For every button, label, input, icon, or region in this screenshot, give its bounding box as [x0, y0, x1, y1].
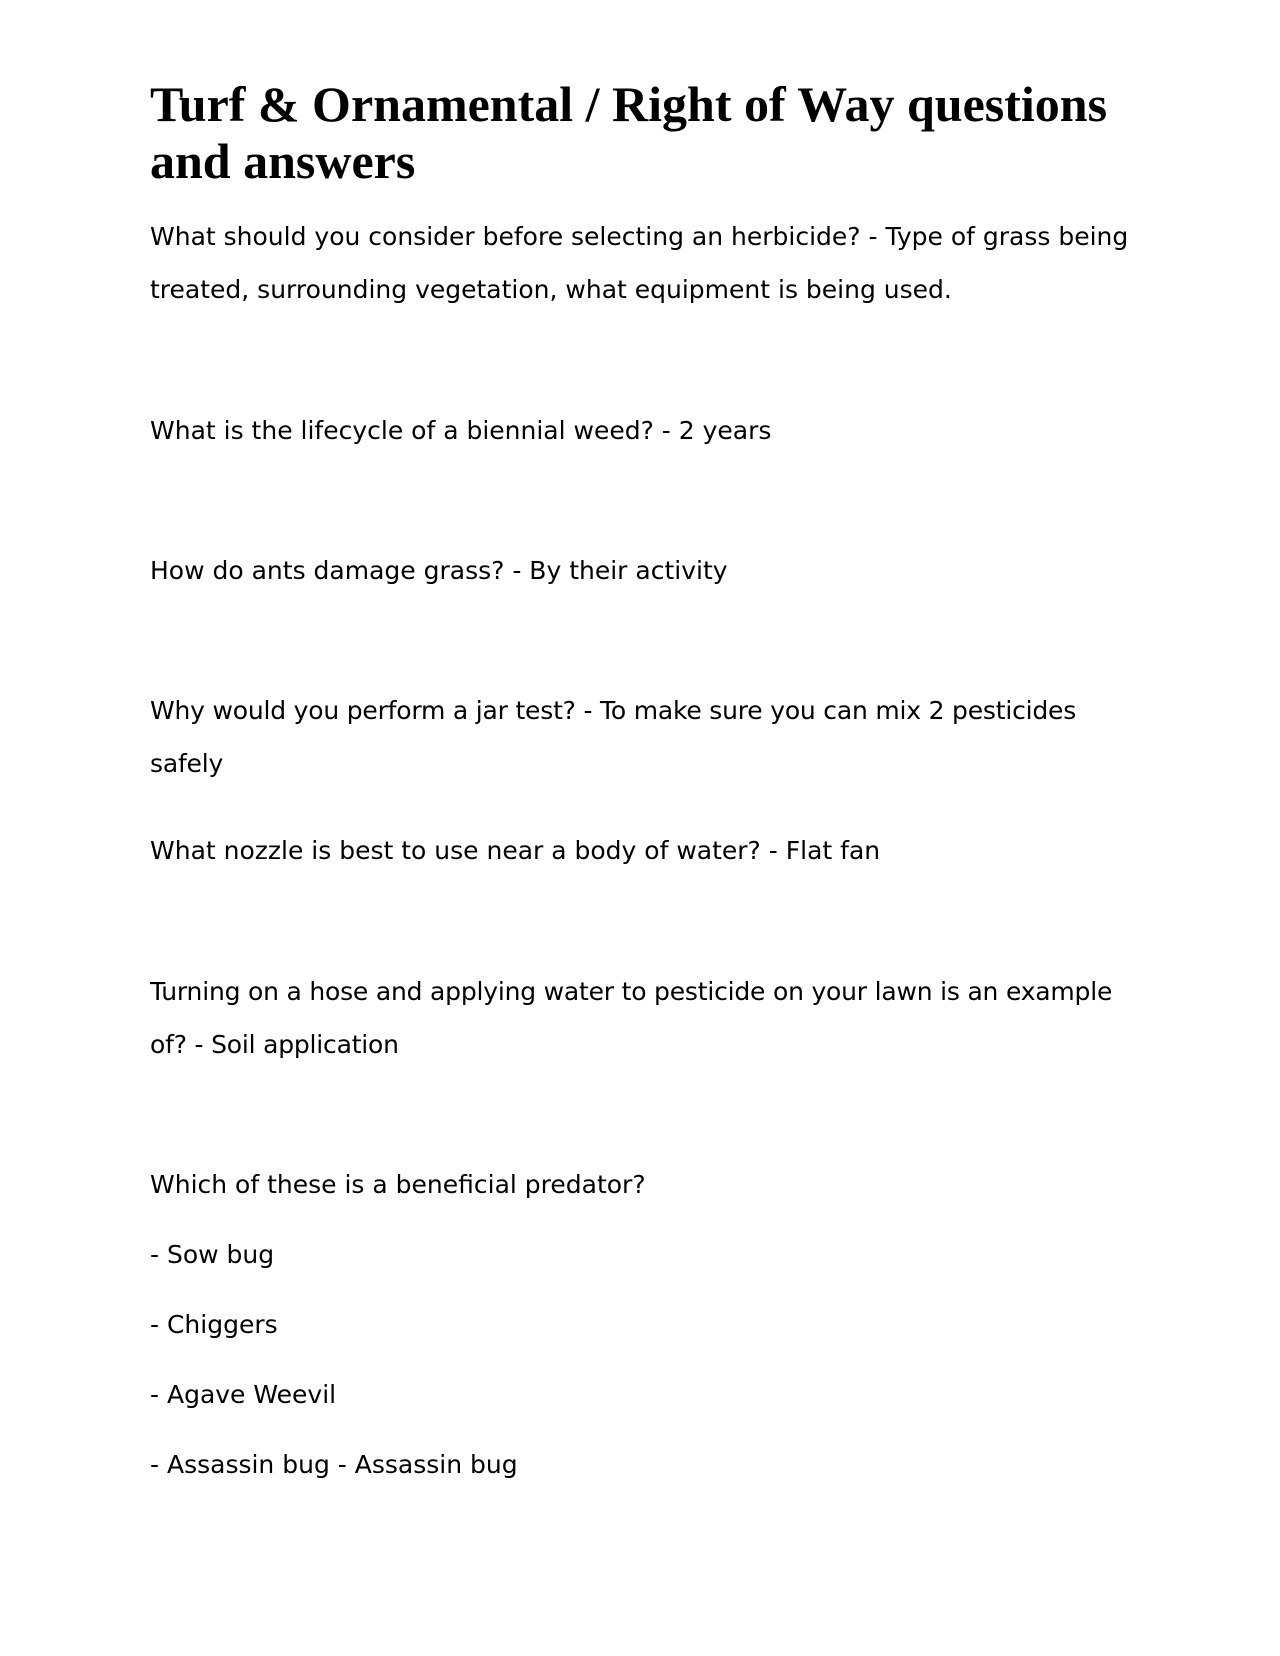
option-assassin-bug-answer: - Assassin bug - Assassin bug: [150, 1450, 518, 1479]
option-chiggers: - Chiggers: [150, 1310, 278, 1339]
qa-nozzle-water: What nozzle is best to use near a body of water? - Flat fan: [150, 836, 881, 865]
qa-beneficial-predator-question: Which of these is a beneficial predator?: [150, 1170, 646, 1199]
qa-biennial-lifecycle: What is the lifecycle of a biennial weed? - 2 years: [150, 416, 772, 445]
qa-ants-damage: How do ants damage grass? - By their activity: [150, 556, 728, 585]
document-title: Turf & Ornamental / Right of Way questions and answers: [150, 76, 1108, 189]
qa-soil-application: Turning on a hose and applying water to pesticide on your lawn is an example of? - Soil application: [150, 977, 1113, 1059]
qa-jar-test: Why would you perform a jar test? - To make sure you can mix 2 pesticides safely: [150, 696, 1077, 778]
option-agave-weevil: - Agave Weevil: [150, 1380, 337, 1409]
option-sow-bug: - Sow bug: [150, 1240, 275, 1269]
qa-herbicide-selection: What should you consider before selecting an herbicide? - Type of grass being treated, surrounding vegetation, what equipment is being used.: [150, 222, 1129, 304]
